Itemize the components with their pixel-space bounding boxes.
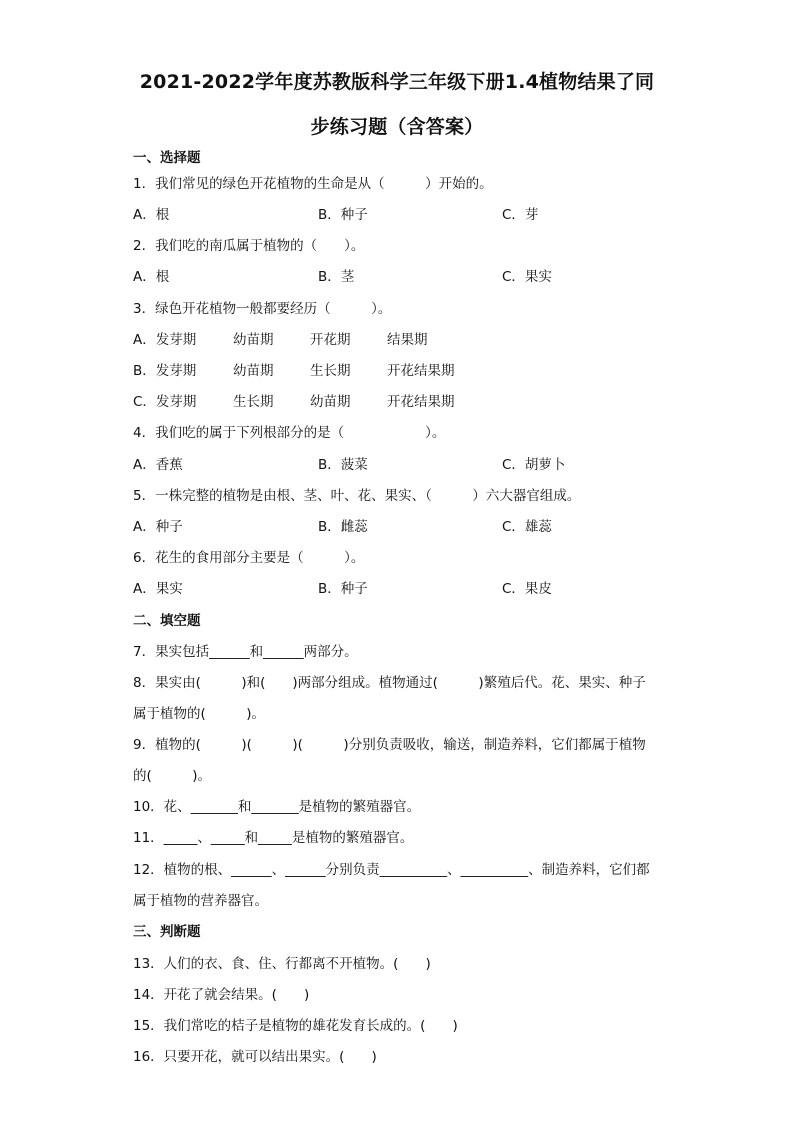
question-4: 4．我们吃的属于下列根部分的是（ ）。 (133, 425, 446, 441)
q5-option-a: A．种子 (133, 519, 183, 535)
q2-option-a: A．根 (133, 269, 170, 285)
q3-option-b-part4: 开花结果期 (387, 363, 455, 379)
q3-option-b-part3: 生长期 (310, 363, 351, 379)
question-14: 14．开花了就会结果。( ) (133, 987, 310, 1003)
q3-option-c-part3: 幼苗期 (310, 394, 351, 410)
q4-option-b: B．菠菜 (318, 457, 368, 473)
q6-option-b: B．种子 (318, 581, 368, 597)
q6-option-c: C．果皮 (502, 581, 552, 597)
question-11: 11．_____、_____和_____是植物的繁殖器官。 (133, 830, 414, 846)
q3-option-b-part2: 幼苗期 (233, 363, 274, 379)
question-1: 1．我们常见的绿色开花植物的生命是从（ ）开始的。 (133, 176, 493, 192)
question-12-line2: 属于植物的营养器官。 (133, 893, 268, 909)
q1-option-b: B．种子 (318, 207, 368, 223)
section-heading-true-false: 三、判断题 (133, 924, 201, 940)
q3-option-a-part4: 结果期 (387, 332, 428, 348)
q3-option-a-part2: 幼苗期 (233, 332, 274, 348)
question-8-line2: 属于植物的( )。 (133, 706, 266, 722)
q3-option-c-part1: C．发芽期 (133, 394, 197, 410)
q3-option-a-part1: A．发芽期 (133, 332, 197, 348)
q1-option-a: A．根 (133, 207, 170, 223)
question-8-line1: 8．果实由( )和( )两部分组成。植物通过( )繁殖后代。花、果实、种子 (133, 675, 646, 691)
question-9-line1: 9．植物的( )( )( )分别负责吸收，输送，制造养料，它们都属于植物 (133, 737, 646, 753)
question-10: 10．花、_______和_______是植物的繁殖器官。 (133, 799, 421, 815)
question-7: 7．果实包括______和______两部分。 (133, 644, 358, 660)
q1-option-c: C．芽 (502, 207, 539, 223)
question-9-line2: 的( )。 (133, 768, 212, 784)
q2-option-b: B．茎 (318, 269, 355, 285)
question-13: 13．人们的衣、食、住、行都离不开植物。( ) (133, 956, 431, 972)
question-16: 16．只要开花，就可以结出果实。( ) (133, 1049, 377, 1065)
question-15: 15．我们常吃的桔子是植物的雄花发育长成的。( ) (133, 1018, 458, 1034)
q5-option-b: B．雌蕊 (318, 519, 368, 535)
q3-option-b-part1: B．发芽期 (133, 363, 197, 379)
page-title-line2: 步练习题（含答案） (310, 116, 484, 138)
question-3: 3．绿色开花植物一般都要经历（ ）。 (133, 301, 392, 317)
q5-option-c: C．雄蕊 (502, 519, 552, 535)
page-title-line1: 2021-2022学年度苏教版科学三年级下册1.4植物结果了同 (139, 71, 655, 93)
question-5: 5．一株完整的植物是由根、茎、叶、花、果实、（ ）六大器官组成。 (133, 488, 581, 504)
question-12-line1: 12．植物的根、______、______分别负责__________、__________、制造养料，它们都 (133, 862, 650, 878)
section-heading-fill-in: 二、填空题 (133, 613, 201, 629)
question-2: 2．我们吃的南瓜属于植物的（ ）。 (133, 238, 365, 254)
q3-option-c-part2: 生长期 (233, 394, 274, 410)
q3-option-c-part4: 开花结果期 (387, 394, 455, 410)
q4-option-c: C．胡萝卜 (502, 457, 566, 473)
q3-option-a-part3: 开花期 (310, 332, 351, 348)
section-heading-choice: 一、选择题 (133, 150, 201, 166)
q2-option-c: C．果实 (502, 269, 552, 285)
q4-option-a: A．香蕉 (133, 457, 183, 473)
question-6: 6．花生的食用部分主要是（ ）。 (133, 550, 365, 566)
q6-option-a: A．果实 (133, 581, 183, 597)
